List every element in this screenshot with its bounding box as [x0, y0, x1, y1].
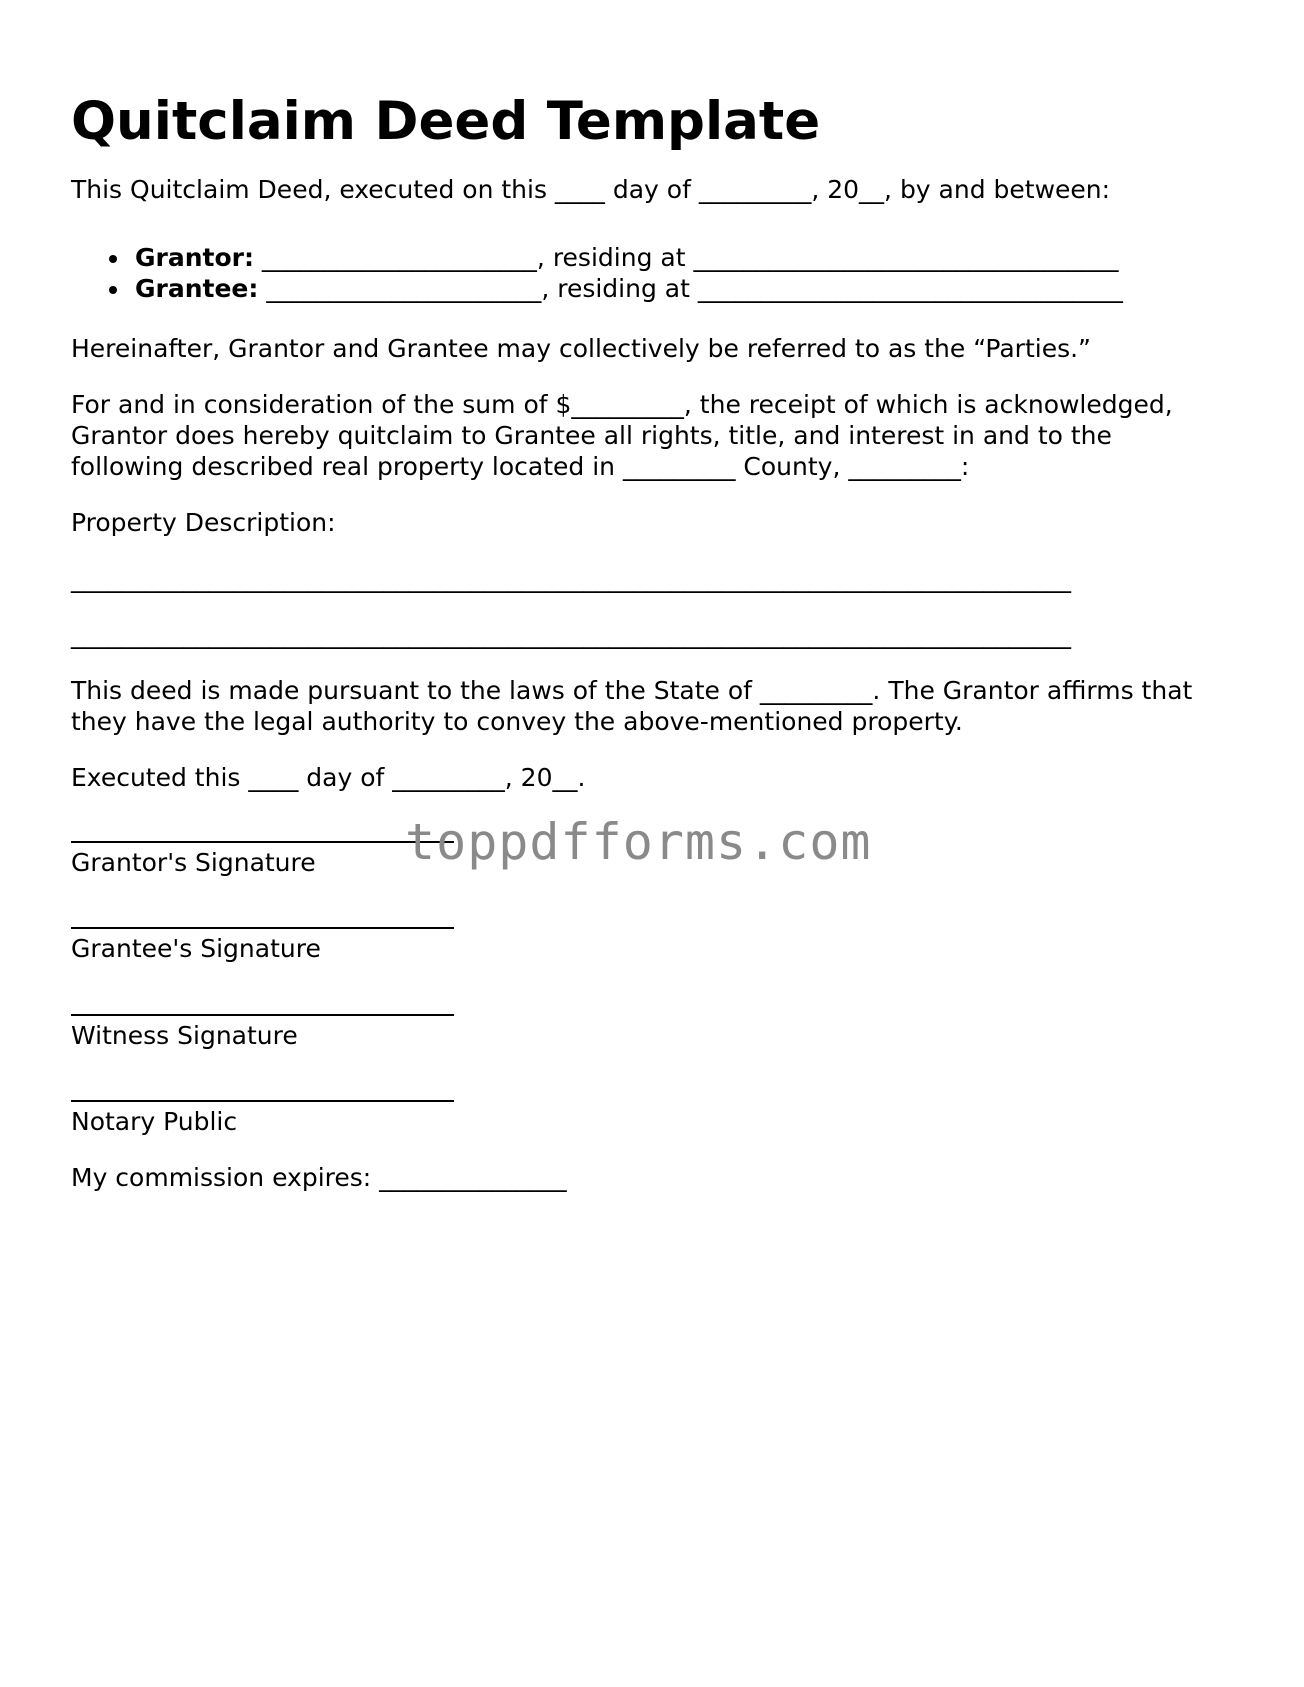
bullet-icon: [109, 286, 117, 294]
grantee-signature-line: [71, 927, 454, 929]
witness-signature-label: Witness Signature: [71, 1021, 298, 1050]
party-text: ______________________, residing at __________________________________: [258, 274, 1123, 303]
commission-expires-line: My commission expires: _______________: [71, 1163, 567, 1192]
bullet-icon: [109, 255, 117, 263]
executed-line: Executed this ____ day of _________, 20__.: [71, 763, 586, 792]
witness-signature-line: [71, 1014, 454, 1016]
grantee-signature-label: Grantee's Signature: [71, 934, 321, 963]
property-description-label: Property Description:: [71, 508, 336, 537]
party-label: Grantor:: [135, 243, 254, 272]
grantor-signature-line: [71, 841, 454, 843]
property-line-2: ________________________________________________________________________________: [71, 620, 1071, 649]
party-text: ______________________, residing at __________________________________: [253, 243, 1119, 272]
party-grantee: [71, 273, 1123, 304]
notary-signature-line: [71, 1100, 454, 1102]
watermark-text: toppdfforms.com: [405, 813, 872, 871]
parties-list: [71, 242, 1123, 304]
property-line-1: ________________________________________________________________________________: [71, 564, 1071, 593]
consideration-line-1: For and in consideration of the sum of $_________, the receipt of which is acknowledged,: [71, 390, 1173, 419]
laws-line-1: This deed is made pursuant to the laws of the State of _________. The Grantor affirms that: [71, 676, 1193, 705]
hereinafter-paragraph: Hereinafter, Grantor and Grantee may collectively be referred to as the “Parties.”: [71, 334, 1091, 363]
laws-line-2: they have the legal authority to convey the above-mentioned property.: [71, 707, 963, 736]
grantor-signature-label: Grantor's Signature: [71, 848, 316, 877]
consideration-line-3: following described real property located in _________ County, _________:: [71, 452, 970, 481]
intro-paragraph: This Quitclaim Deed, executed on this ____ day of _________, 20__, by and between:: [71, 175, 1111, 204]
party-label: Grantee:: [135, 274, 259, 303]
consideration-line-2: Grantor does hereby quitclaim to Grantee all rights, title, and interest in and to the: [71, 421, 1112, 450]
party-grantor: [71, 242, 1123, 273]
notary-public-label: Notary Public: [71, 1107, 238, 1136]
document-title: Quitclaim Deed Template: [71, 91, 821, 152]
